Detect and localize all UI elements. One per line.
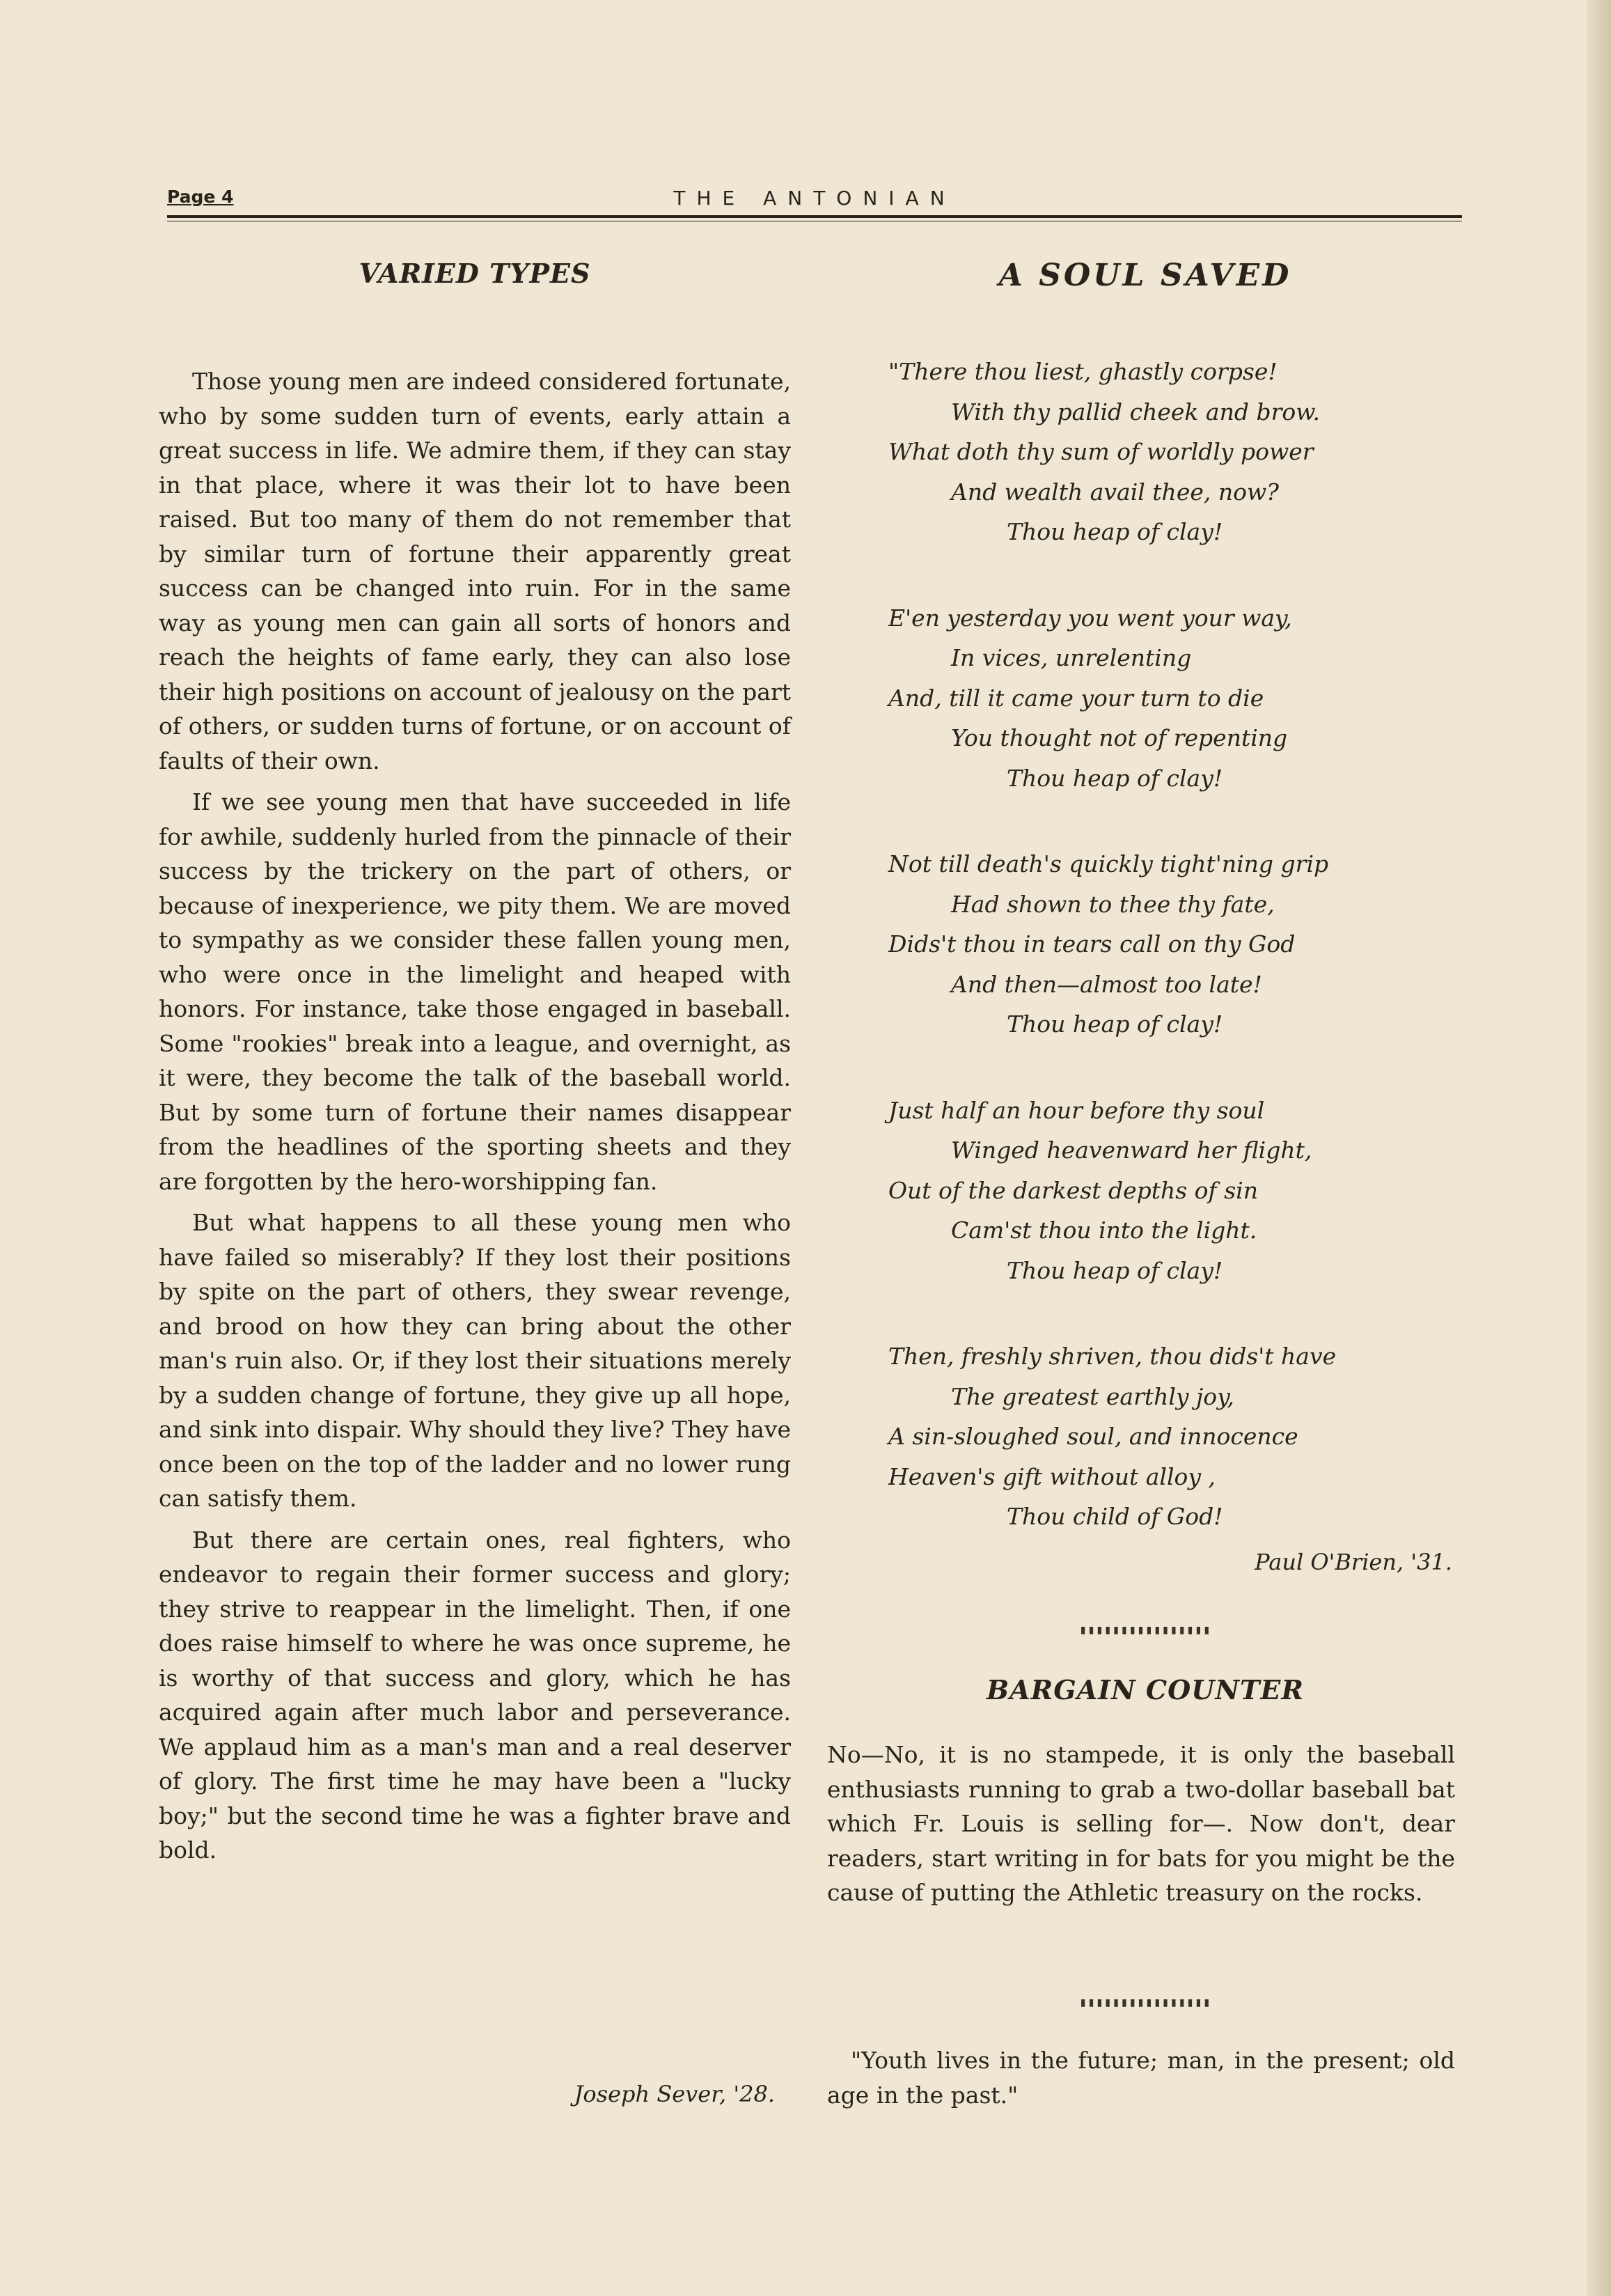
poem-line: And, till it came your turn to die — [888, 684, 1264, 712]
poem-line: Then, freshly shriven, thou dids't have — [888, 1343, 1337, 1370]
poem-line: And wealth avail thee, now? — [951, 478, 1279, 506]
poem-stanza-5 — [888, 1336, 1462, 1537]
bargain-text: No—No, it is no stampede, it is only the baseball enthusiasts running to grab a two-dollar baseball bat which Fr. Louis is selling for—. Now don't, dear readers, start writing in for bats for you might be the cause of putting the Athletic treasury on the rocks. — [827, 1741, 1455, 1906]
poem-line: The greatest earthly joy, — [951, 1382, 1234, 1410]
essay-paragraph-3: But what happens to all these young men who have failed so miserably? If they lost their positions by spite on the part of others, they swear revenge, and brood on how they can bring about the other man's ruin also. Or, if they lost their situations merely by a sudden change of fortune, they give up all hope, and sink into dispair. Why should they live? They have once been on the top of the ladder and no lower rung can satisfy them. — [159, 1209, 791, 1512]
poem-line: Heaven's gift without alloy , — [888, 1462, 1216, 1490]
bargain-title: BARGAIN COUNTER — [987, 1674, 1304, 1705]
header-rule-thick — [167, 215, 1462, 218]
section-divider-ornament: ▮▮▮▮▮▮▮▮▮▮▮▮▮▮▮▮ — [1079, 1623, 1211, 1637]
page-edge — [1587, 0, 1611, 2296]
poem-title: A SOUL SAVED — [998, 258, 1292, 293]
poem-refrain: Thou heap of clay! — [1007, 1010, 1223, 1038]
page-number: Page 4 — [167, 187, 234, 207]
poem-line: In vices, unrelenting — [951, 644, 1192, 671]
essay-paragraph-4: But there are certain ones, real fighters, who endeavor to regain their former success and glory; they strive to reappear in the limelight. Then, if one does raise himself to where he was once supreme, he is worthy of that success and glory, which he has acquired again after much labor and perseverance. We applaud him as a man's man and a real deserver of glory. The first time he may have been a "lucky boy;" but the second time he was a fighter brave and bold. — [159, 1526, 791, 1864]
essay-title: VARIED TYPES — [359, 258, 591, 289]
poem-stanza-2 — [888, 598, 1462, 799]
right-column — [828, 258, 1462, 1583]
quote-text: "Youth lives in the future; man, in the present; old age in the past." — [827, 2047, 1455, 2109]
poem-line: Not till death's quickly tight'ning grip — [888, 850, 1329, 877]
essay-paragraph-2: If we see young men that have succeeded in life for awhile, suddenly hurled from the pinnacle of their success by the trickery on the part of others, or because of inexperience, we pity them. We are moved to sympathy as we consider these fallen young men, who were once in the limelight and heaped with honors. For instance, take those engaged in baseball. Some "rookies" break into a league, and overnight, as it were, they become the talk of the baseball world. But by some turn of fortune their names disappear from the headlines of the sporting sheets and they are forgotten by the hero-worshipping fan. — [159, 788, 791, 1195]
poem — [828, 352, 1462, 1537]
poem-line: Out of the darkest depths of sin — [888, 1176, 1258, 1204]
essay-signature: Joseph Sever, '28. — [574, 2081, 775, 2107]
masthead: THE ANTONIAN — [673, 187, 956, 210]
poem-line: You thought not of repenting — [951, 724, 1288, 751]
bargain-section — [827, 1737, 1455, 1910]
poem-stanza-4 — [888, 1091, 1462, 1291]
essay-paragraph-1: Those young men are indeed considered fortunate, who by some sudden turn of events, early attain a great success in life. We admire them, if they can stay in that place, where it was their lot to have been raised. But too many of them do not remember that by similar turn of fortune their apparently great success can be changed into ruin. For in the same way as young men can gain all sorts of honors and reach the heights of fame early, they can also lose their high positions on account of jealousy on the part of others, or sudden turns of fortune, or on account of faults of their own. — [159, 368, 791, 774]
poem-line: Dids't thou in tears call on thy God — [888, 930, 1296, 958]
poem-refrain: Thou heap of clay! — [1007, 518, 1223, 545]
poem-line: E'en yesterday you went your way, — [888, 604, 1292, 632]
poem-line: And then—almost too late! — [951, 970, 1262, 998]
poem-stanza-3 — [888, 844, 1462, 1045]
poem-refrain: Thou child of God! — [1007, 1503, 1223, 1530]
poem-line: Cam'st thou into the light. — [951, 1217, 1257, 1244]
poem-line: Just half an hour before thy soul — [888, 1096, 1265, 1124]
poem-line: A sin-sloughed soul, and innocence — [888, 1423, 1298, 1450]
poem-refrain: Thou heap of clay! — [1007, 1256, 1223, 1284]
left-column — [159, 258, 791, 1868]
poem-refrain: Thou heap of clay! — [1007, 764, 1223, 792]
closing-quote — [827, 2043, 1455, 2112]
essay-body — [159, 364, 791, 1868]
poem-line: Had shown to thee thy fate, — [951, 890, 1275, 918]
section-divider-ornament: ▮▮▮▮▮▮▮▮▮▮▮▮▮▮▮▮ — [1079, 1995, 1211, 2010]
poem-line: What doth thy sum of worldly power — [888, 438, 1314, 465]
poem-line: "There thou liest, ghastly corpse! — [888, 358, 1278, 385]
poem-line: Winged heavenward her flight, — [951, 1137, 1312, 1164]
page-header — [167, 187, 1462, 217]
poem-line: With thy pallid cheek and brow. — [951, 398, 1321, 425]
poem-stanza-1 — [888, 352, 1462, 552]
poem-signature: Paul O'Brien, '31. — [1255, 1549, 1452, 1575]
